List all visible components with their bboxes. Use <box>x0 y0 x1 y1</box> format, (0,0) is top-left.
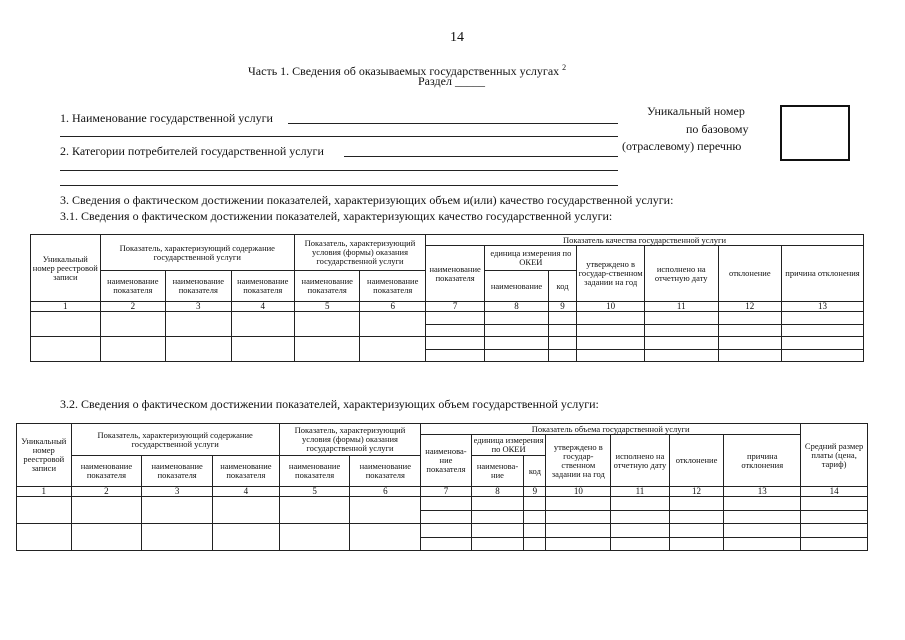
categories-label: 2. Категории потребителей государственной услуги <box>60 144 324 158</box>
t2-h-approved: утверждено в государ-ственном задании на год <box>546 435 611 487</box>
t2-col-num: 5 <box>279 487 350 497</box>
table-cell[interactable] <box>644 312 718 325</box>
t1-col-num: 4 <box>231 302 294 312</box>
table-cell[interactable] <box>425 337 484 350</box>
t1-col-num: 3 <box>166 302 231 312</box>
table-row[interactable] <box>17 524 868 538</box>
t1-h-content: Показатель, характеризующий содержание государственной услуги <box>100 235 294 271</box>
t2-h-volume: Показатель объема государственной услуги <box>421 424 801 435</box>
table-cell[interactable] <box>611 537 670 551</box>
service-name-line-2[interactable] <box>60 136 618 137</box>
table-cell[interactable] <box>425 349 484 362</box>
table-cell[interactable] <box>611 524 670 538</box>
table-cell[interactable] <box>294 337 359 362</box>
table-cell[interactable] <box>471 537 524 551</box>
t1-col-num: 5 <box>294 302 359 312</box>
t2-h-unit-name: наименова-ние <box>471 456 524 487</box>
footnote-mark: 2 <box>562 63 567 72</box>
table-cell[interactable] <box>142 524 213 551</box>
t1-h-deviation: отклонение <box>718 246 781 302</box>
t2-col-num: 6 <box>350 487 421 497</box>
table-cell[interactable] <box>471 497 524 511</box>
t1-col-num: 1 <box>31 302 101 312</box>
t2-h-price: Средний размер платы (цена, тариф) <box>801 424 868 487</box>
t1-sub-name: наименование показателя <box>294 271 359 302</box>
categories-line-2[interactable] <box>60 170 618 171</box>
table-cell[interactable] <box>31 337 101 362</box>
table-cell[interactable] <box>718 324 781 337</box>
table-cell[interactable] <box>524 497 546 511</box>
t2-h-done: исполнено на отчетную дату <box>611 435 670 487</box>
t2-h-unique: Уникальный номер реестровой записи <box>17 424 72 487</box>
table-cell[interactable] <box>294 312 359 337</box>
t2-col-num: 13 <box>724 487 801 497</box>
table-cell[interactable] <box>421 524 472 538</box>
t1-col-num: 8 <box>485 302 548 312</box>
table-cell[interactable] <box>669 524 724 538</box>
t1-col-num: 7 <box>425 302 484 312</box>
t1-h-done: исполнено на отчетную дату <box>644 246 718 302</box>
t2-h-content: Показатель, характеризующий содержание государственной услуги <box>71 424 279 456</box>
table-cell[interactable] <box>142 497 213 524</box>
table-cell[interactable] <box>71 524 142 551</box>
table-cell[interactable] <box>166 337 231 362</box>
unique-number-line1: Уникальный номер <box>647 104 745 118</box>
t1-h-name: наименование показателя <box>425 246 484 302</box>
table-cell[interactable] <box>801 497 868 511</box>
t2-h-conditions: Показатель, характеризующий условия (формы) оказания государственной услуги <box>279 424 420 456</box>
t2-sub-name: наименование показателя <box>279 456 350 487</box>
table-cell[interactable] <box>669 497 724 511</box>
table-cell[interactable] <box>524 524 546 538</box>
t1-h-unique: Уникальный номер реестровой записи <box>31 235 101 302</box>
table-cell[interactable] <box>350 524 421 551</box>
table-cell[interactable] <box>485 337 548 350</box>
section3-title: 3. Сведения о фактическом достижении показателей, характеризующих объем и(или) качество государственной услуги: <box>60 193 674 207</box>
table-cell[interactable] <box>231 337 294 362</box>
table-cell[interactable] <box>17 524 72 551</box>
table-cell[interactable] <box>801 537 868 551</box>
table-cell[interactable] <box>213 497 280 524</box>
table-cell[interactable] <box>718 337 781 350</box>
t1-sub-name: наименование показателя <box>100 271 165 302</box>
categories-line-3[interactable] <box>60 185 618 186</box>
table-cell[interactable] <box>471 510 524 524</box>
table-cell[interactable] <box>166 312 231 337</box>
table-cell[interactable] <box>350 497 421 524</box>
table-cell[interactable] <box>724 497 801 511</box>
t1-col-num: 10 <box>577 302 645 312</box>
table-cell[interactable] <box>724 537 801 551</box>
table-cell[interactable] <box>782 349 864 362</box>
table-cell[interactable] <box>644 349 718 362</box>
table-cell[interactable] <box>100 312 165 337</box>
t1-h-approved: утверждено в государ-ственном задании на год <box>577 246 645 302</box>
part-title-text: Часть 1. Сведения об оказываемых государственных услугах <box>248 64 560 78</box>
table-cell[interactable] <box>577 337 645 350</box>
t1-col-num: 6 <box>360 302 425 312</box>
table-cell[interactable] <box>669 510 724 524</box>
t1-h-reason: причина отклонения <box>782 246 864 302</box>
section32-title: 3.2. Сведения о фактическом достижении показателей, характеризующих объем государственной услуги: <box>60 397 599 411</box>
table-cell[interactable] <box>611 510 670 524</box>
t2-col-num: 9 <box>524 487 546 497</box>
table-cell[interactable] <box>548 337 577 350</box>
table-cell[interactable] <box>360 312 425 337</box>
table-cell[interactable] <box>724 524 801 538</box>
table-cell[interactable] <box>31 312 101 337</box>
t2-sub-name: наименование показателя <box>142 456 213 487</box>
t1-h-quality: Показатель качества государственной услуги <box>425 235 863 246</box>
table-cell[interactable] <box>425 324 484 337</box>
t2-sub-name: наименование показателя <box>350 456 421 487</box>
table-cell[interactable] <box>548 349 577 362</box>
table-cell[interactable] <box>485 312 548 325</box>
t1-h-unit: единица измерения по ОКЕИ <box>485 246 577 271</box>
table-cell[interactable] <box>279 524 350 551</box>
t1-sub-name: наименование показателя <box>360 271 425 302</box>
table-cell[interactable] <box>724 510 801 524</box>
unique-number-box[interactable] <box>780 105 850 161</box>
page-number: 14 <box>450 30 464 45</box>
table-cell[interactable] <box>611 497 670 511</box>
table-row[interactable] <box>31 312 864 325</box>
quality-table <box>30 234 864 362</box>
t1-col-num: 2 <box>100 302 165 312</box>
table-cell[interactable] <box>644 337 718 350</box>
table-cell[interactable] <box>100 337 165 362</box>
table-cell[interactable] <box>782 337 864 350</box>
t1-h-conditions: Показатель, характеризующий условия (формы) оказания государственной услуги <box>294 235 425 271</box>
t2-col-num: 3 <box>142 487 213 497</box>
t1-col-num: 11 <box>644 302 718 312</box>
table-cell[interactable] <box>577 349 645 362</box>
table-cell[interactable] <box>548 324 577 337</box>
unique-number-line2: по базовому <box>686 122 749 136</box>
table-cell[interactable] <box>546 537 611 551</box>
table-cell[interactable] <box>718 349 781 362</box>
part-title <box>248 61 566 78</box>
t2-h-unit: единица измерения по ОКЕИ <box>471 435 546 456</box>
table-cell[interactable] <box>644 324 718 337</box>
table-cell[interactable] <box>546 510 611 524</box>
table-cell[interactable] <box>421 497 472 511</box>
t2-col-num: 4 <box>213 487 280 497</box>
t1-number-row <box>31 302 864 312</box>
table-cell[interactable] <box>279 497 350 524</box>
unique-number-line3: (отраслевому) перечню <box>622 139 742 153</box>
service-name-label: 1. Наименование государственной услуги <box>60 111 273 125</box>
t2-h-deviation: отклонение <box>669 435 724 487</box>
table-cell[interactable] <box>577 324 645 337</box>
categories-line[interactable] <box>344 156 618 157</box>
t2-col-num: 12 <box>669 487 724 497</box>
t2-h-unit-code: код <box>524 456 546 487</box>
t1-col-num: 13 <box>782 302 864 312</box>
section31-title: 3.1. Сведения о фактическом достижении показателей, характеризующих качество государственной услуги: <box>60 209 613 223</box>
section-label: Раздел _____ <box>418 74 485 88</box>
t1-col-num: 9 <box>548 302 577 312</box>
t2-col-num: 1 <box>17 487 72 497</box>
table-cell[interactable] <box>471 524 524 538</box>
t1-sub-name: наименование показателя <box>166 271 231 302</box>
table-cell[interactable] <box>425 312 484 325</box>
table-cell[interactable] <box>231 312 294 337</box>
table-cell[interactable] <box>485 349 548 362</box>
t2-col-num: 2 <box>71 487 142 497</box>
table-cell[interactable] <box>71 497 142 524</box>
table-cell[interactable] <box>524 510 546 524</box>
table-cell[interactable] <box>360 337 425 362</box>
table-cell[interactable] <box>801 510 868 524</box>
table-cell[interactable] <box>17 497 72 524</box>
t2-h-reason: причина отклонения <box>724 435 801 487</box>
t1-sub-name: наименование показателя <box>231 271 294 302</box>
table-cell[interactable] <box>669 537 724 551</box>
table-cell[interactable] <box>782 312 864 325</box>
t2-h-name: наименова-ние показателя <box>421 435 472 487</box>
table-cell[interactable] <box>718 312 781 325</box>
table-cell[interactable] <box>546 497 611 511</box>
volume-table <box>16 423 868 551</box>
table-cell[interactable] <box>782 324 864 337</box>
t2-col-num: 14 <box>801 487 868 497</box>
service-name-line[interactable] <box>288 123 618 124</box>
table-cell[interactable] <box>548 312 577 325</box>
table-cell[interactable] <box>546 524 611 538</box>
t2-sub-name: наименование показателя <box>213 456 280 487</box>
t1-col-num: 12 <box>718 302 781 312</box>
t2-col-num: 10 <box>546 487 611 497</box>
table-cell[interactable] <box>524 537 546 551</box>
t2-col-num: 8 <box>471 487 524 497</box>
table-cell[interactable] <box>577 312 645 325</box>
table-cell[interactable] <box>213 524 280 551</box>
table-row[interactable] <box>31 337 864 350</box>
table-cell[interactable] <box>801 524 868 538</box>
table-cell[interactable] <box>421 537 472 551</box>
t1-h-unit-code: код <box>548 271 577 302</box>
t2-col-num: 11 <box>611 487 670 497</box>
table-cell[interactable] <box>485 324 548 337</box>
table-row[interactable] <box>17 497 868 511</box>
t2-sub-name: наименование показателя <box>71 456 142 487</box>
t1-h-unit-name: наименование <box>485 271 548 302</box>
t2-col-num: 7 <box>421 487 472 497</box>
t2-number-row <box>17 487 868 497</box>
table-cell[interactable] <box>421 510 472 524</box>
